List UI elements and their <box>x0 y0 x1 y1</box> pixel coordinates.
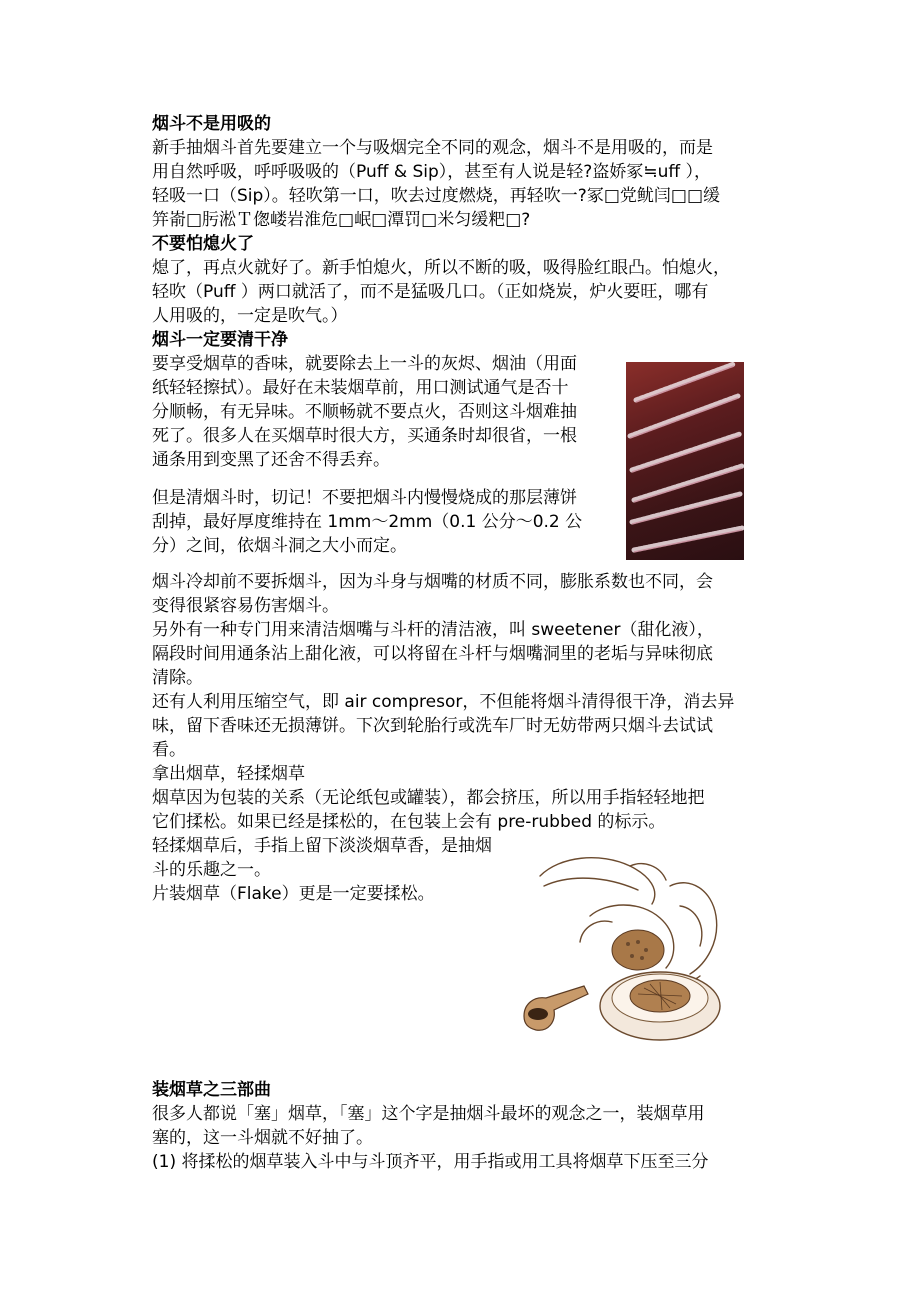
paragraph-line: 清除。 <box>152 668 203 688</box>
paragraph-line: 看。 <box>152 740 186 760</box>
paragraph-line: 轻吸一口（Sip）。轻吹第一口，吹去过度燃烧，再轻吹一?冢□党鱿闫□□缓 <box>152 186 721 206</box>
paragraph-line: 烟草因为包装的关系（无论纸包或罐装），都会挤压，所以用手指轻轻地把 <box>152 788 705 808</box>
paragraph-line: 但是清烟斗时，切记！不要把烟斗内慢慢烧成的那层薄饼 <box>152 488 577 508</box>
paragraph-line: 还有人利用压缩空气，即 air compresor，不但能将烟斗清得很干净，消去异 <box>152 692 735 712</box>
hands-rubbing-tobacco-illustration <box>520 846 730 1060</box>
paragraph-line: 味，留下香味还无损薄饼。下次到轮胎行或洗车厂时无妨带两只烟斗去试试 <box>152 716 713 736</box>
heading-three-steps: 装烟草之三部曲 <box>152 1080 271 1100</box>
paragraph-line: 塞的，这一斗烟就不好抽了。 <box>152 1128 373 1148</box>
heading-not-inhale: 烟斗不是用吸的 <box>152 114 271 134</box>
paragraph-line: 人用吸的，一定是吹气。） <box>152 306 348 326</box>
paragraph-line: 分）之间，依烟斗洞之大小而定。 <box>152 536 407 556</box>
heading-dont-fear-going-out: 不要怕熄火了 <box>152 234 254 254</box>
paragraph-line: 用自然呼吸，呼呼吸吸的（Puff & Sip），甚至有人说是轻?盗娇冢≒uff ）， <box>152 162 711 182</box>
paragraph-line: 笄嵛□肟淞Ｔ偬嵝岩淮危□岷□潭罚□米匀缓粑□? <box>152 210 531 230</box>
paragraph-line: 另外有一种专门用来清洁烟嘴与斗杆的清洁液，叫 sweetener（甜化液）， <box>152 620 714 640</box>
hands-sketch-graphic <box>520 846 730 1060</box>
paragraph-line: 变得很紧容易伤害烟斗。 <box>152 596 339 616</box>
paragraph-line: 纸轻轻擦拭）。最好在未装烟草前，用口测试通气是否十 <box>152 378 569 398</box>
paragraph-line: 轻揉烟草后，手指上留下淡淡烟草香，是抽烟 <box>152 836 492 856</box>
paragraph-line: 新手抽烟斗首先要建立一个与吸烟完全不同的观念，烟斗不是用吸的，而是 <box>152 138 713 158</box>
paragraph-line: 很多人都说「塞」烟草，「塞」这个字是抽烟斗最坏的观念之一，装烟草用 <box>152 1104 705 1124</box>
paragraph-line: 通条用到变黑了还舍不得丢弃。 <box>152 450 390 470</box>
pipe-cleaners-graphic <box>626 362 744 560</box>
paragraph-line: 熄了，再点火就好了。新手怕熄火，所以不断的吸，吸得脸红眼凸。怕熄火， <box>152 258 730 278</box>
paragraph-line: 隔段时间用通条沾上甜化液，可以将留在斗杆与烟嘴洞里的老垢与异味彻底 <box>152 644 713 664</box>
paragraph-line: 片装烟草（Flake）更是一定要揉松。 <box>152 884 435 904</box>
paragraph-line: 死了。很多人在买烟草时很大方，买通条时却很省，一根 <box>152 426 577 446</box>
paragraph-line: 斗的乐趣之一。 <box>152 860 271 880</box>
paragraph-line: 要享受烟草的香味，就要除去上一斗的灰烬、烟油（用面 <box>152 354 577 374</box>
paragraph-line: 分顺畅，有无异味。不顺畅就不要点火，否则这斗烟难抽 <box>152 402 577 422</box>
heading-keep-clean: 烟斗一定要清干净 <box>152 330 288 350</box>
paragraph-line: 烟斗冷却前不要拆烟斗，因为斗身与烟嘴的材质不同，膨胀系数也不同，会 <box>152 572 713 592</box>
paragraph-line: 刮掉，最好厚度维持在 1mm～2mm（0.1 公分～0.2 公 <box>152 512 583 532</box>
paragraph-line: 轻吹（Puff ）两口就活了，而不是猛吸几口。（正如烧炭，炉火要旺，哪有 <box>152 282 709 302</box>
pipe-cleaners-photo <box>626 362 744 560</box>
paragraph-line: 它们揉松。如果已经是揉松的，在包装上会有 pre-rubbed 的标示。 <box>152 812 666 832</box>
paragraph-line: (1) 将揉松的烟草装入斗中与斗顶齐平，用手指或用工具将烟草下压至三分 <box>152 1152 709 1172</box>
paragraph-line: 拿出烟草，轻揉烟草 <box>152 764 305 784</box>
